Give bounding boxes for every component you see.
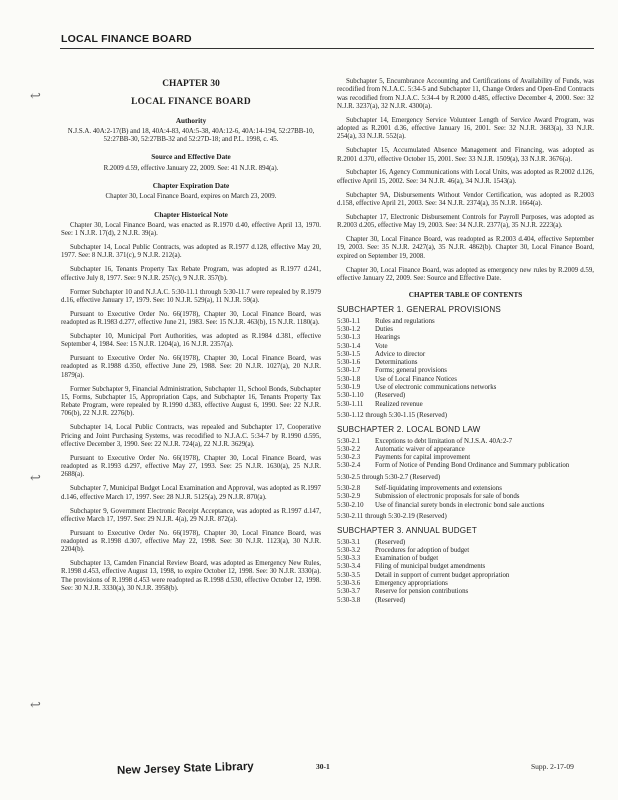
reserved-range: 5:30-1.12 through 5:30-1.15 (Reserved) bbox=[337, 411, 448, 419]
expiration-heading: Chapter Expiration Date bbox=[152, 182, 230, 191]
toc-entry bbox=[337, 334, 594, 342]
section-number: 5:30-1.4 bbox=[337, 342, 361, 350]
section-number: 5:30-3.2 bbox=[337, 546, 361, 554]
historical-notes bbox=[61, 222, 321, 593]
toc-entry bbox=[337, 485, 594, 493]
toc-entry bbox=[337, 555, 594, 563]
section-title: (Reserved) bbox=[375, 538, 406, 546]
supplement-date: Supp. 2-17-09 bbox=[531, 762, 574, 771]
toc-entry bbox=[337, 547, 594, 555]
history-paragraph: Pursuant to Executive Order No. 66(1978), Chapter 30, Local Finance Board, was readopted as R.1983 d.277, effective June 21, 1983. See: 15 N.J.R. 463(b), 15 N.J.R. 1180(a). bbox=[61, 310, 321, 327]
running-header: LOCAL FINANCE BOARD bbox=[61, 33, 192, 45]
toc-entry bbox=[337, 367, 594, 375]
toc-entry bbox=[337, 493, 594, 501]
margin-mark-icon: ↩ bbox=[30, 470, 41, 485]
section-title: Self-liquidating improvements and extensions bbox=[375, 485, 502, 493]
section-number: 5:30-3.5 bbox=[337, 571, 361, 579]
section-title: Submission of electronic proposals for sale of bonds bbox=[375, 493, 520, 501]
history-heading: Chapter Historical Note bbox=[154, 210, 228, 219]
section-number: 5:30-2.2 bbox=[337, 445, 361, 453]
history-paragraph: Former Subchapter 9, Financial Administration, Subchapter 11, School Bonds, Subchapter 15, Forms, Subchapter 15, Appropriation Caps, and Subchapter 16, Tenants Property Tax Rebate Program, were repealed by R.1990 d.383, effective August 6, 1990. See: 22 N.J.R. 706(b), 22 N.J.R. 2276(b). bbox=[61, 385, 321, 418]
section-title: Procedures for adoption of budget bbox=[375, 546, 470, 554]
history-paragraph: Subchapter 16, Agency Communications with Local Units, was adopted as R.2002 d.126, effective April 15, 2002. See: 34 N.J.R. 46(a), 34 N.J.R. 1543(a). bbox=[337, 169, 594, 185]
toc-entry bbox=[337, 359, 594, 367]
section-number: 5:30-1.7 bbox=[337, 367, 361, 375]
section-title: Duties bbox=[375, 325, 393, 333]
toc-entry bbox=[337, 343, 594, 351]
toc-entry bbox=[337, 318, 594, 326]
section-number: 5:30-2.10 bbox=[337, 501, 364, 509]
history-paragraph: Subchapter 15, Accumulated Absence Management and Financing, was adopted as R.2001 d.370, effective October 15, 2001. See: 33 N.J.R. 1509(a), 33 N.J.R. 3676(a). bbox=[337, 147, 594, 163]
history-paragraph: Subchapter 9A, Disbursements Without Vendor Certification, was adopted as R.2003 d.158, effective April 21, 2003. See: 34 N.J.R. 2374(a), 35 N.J.R. 1664(a). bbox=[337, 191, 594, 207]
history-paragraph: Chapter 30, Local Finance Board, was enacted as R.1970 d.40, effective April 13, 1970. See: 1 N.J.R. 17(d), 2 N.J.R. 39(a). bbox=[61, 221, 321, 238]
toc-entry bbox=[337, 376, 594, 384]
toc-entry bbox=[337, 563, 594, 571]
section-number: 5:30-1.11 bbox=[337, 400, 364, 408]
history-paragraph: Subchapter 9, Government Electronic Receipt Acceptance, was adopted as R.1997 d.147, effective March 17, 1997. See: 29 N.J.R. 4(a), 29 N.J.R. 872(a). bbox=[61, 507, 321, 523]
section-title: Realized revenue bbox=[375, 400, 423, 408]
section-title: Use of electronic communications networks bbox=[375, 384, 497, 392]
section-title: Hearings bbox=[375, 334, 400, 342]
toc-entry bbox=[337, 588, 594, 596]
toc-entry bbox=[337, 401, 594, 409]
section-title: Use of Local Finance Notices bbox=[375, 375, 457, 383]
section-number: 5:30-1.2 bbox=[337, 325, 361, 333]
history-paragraph: Subchapter 16, Tenants Property Tax Rebate Program, was adopted as R.1977 d.241, effective July 8, 1977. See: 9 N.J.R. 257(c), 9 N.J.R. 357(b). bbox=[61, 266, 321, 282]
history-paragraph: Pursuant to Executive Order No. 66(1978), Chapter 30, Local Finance Board, was readopted as R.1988 d.350, effective June 29, 1988. See: 20 N.J.R. 1027(a), 20 N.J.R. 1879(a). bbox=[61, 355, 321, 379]
section-number: 5:30-2.4 bbox=[337, 462, 361, 470]
margin-mark-icon: ↩ bbox=[30, 88, 41, 103]
section-title: Filing of municipal budget amendments bbox=[375, 563, 486, 571]
section-title: Rules and regulations bbox=[375, 317, 435, 325]
section-number: 5:30-3.7 bbox=[337, 588, 361, 596]
history-paragraph: Subchapter 7, Municipal Budget Local Examination and Approval, was adopted as R.1997 d.146, effective March 17, 1997. See: 28 N.J.R. 5125(a), 29 N.J.R. 870(a). bbox=[61, 485, 321, 501]
toc-title: CHAPTER TABLE OF CONTENTS bbox=[408, 291, 523, 300]
section-title: Examination of budget bbox=[375, 555, 439, 563]
toc-entry bbox=[337, 446, 594, 454]
section-title: Emergency appropriations bbox=[375, 580, 448, 587]
section-title: Payments for capital improvement bbox=[375, 454, 471, 462]
section-number: 5:30-1.3 bbox=[337, 334, 361, 342]
section-number: 5:30-1.10 bbox=[337, 392, 364, 400]
history-paragraph: Chapter 30, Local Finance Board, was readopted as R.2003 d.404, effective September 19, 2003. See: 35 N.J.R. 2427(a), 35 N.J.R. 4862(b). Chapter 30, Local Finance Board, expired on September 19, 2008. bbox=[337, 236, 594, 260]
authority-text: N.J.S.A. 40A:2-17(B) and 18, 40A:4-83, 40A:5-38, 40A:12-6, 40A:14-194, 52:27BB-10, 52:27BB-30, 52:27BB-32 and 52:27D-18; and P.L. 1998, c. 45. bbox=[67, 127, 315, 144]
section-title: Exceptions to debt limitation of N.J.S.A. 40A:2-7 bbox=[375, 437, 513, 445]
history-paragraph: Pursuant to Executive Order No. 66(1978), Chapter 30, Local Finance Board, was readopted as R.1993 d.297, effective May 27, 1993. See: 25 N.J.R. 1630(a), 25 N.J.R. 2688(a). bbox=[61, 454, 321, 479]
section-number: 5:30-3.4 bbox=[337, 563, 361, 571]
section-number: 5:30-3.1 bbox=[337, 538, 361, 546]
section-number: 5:30-2.3 bbox=[337, 454, 361, 462]
section-number: 5:30-1.5 bbox=[337, 350, 361, 358]
toc-entry bbox=[337, 580, 594, 588]
history-paragraph: Subchapter 17, Electronic Disbursement Controls for Payroll Purposes, was adopted as R.2003 d.205, effective May 19, 2003. See: 34 N.J.R. 2377(a), 35 N.J.R. 2223(a). bbox=[337, 213, 594, 230]
margin-mark-icon: ↩ bbox=[30, 697, 41, 712]
section-number: 5:30-3.8 bbox=[337, 596, 361, 604]
source-text: R.2009 d.59, effective January 22, 2009. See: 41 N.J.R. 894(a). bbox=[103, 164, 279, 172]
toc-entry bbox=[337, 597, 594, 605]
history-paragraph: Chapter 30, Local Finance Board, was adopted as emergency new rules by R.2009 d.59, effective January 22, 2009. See: Source and Effective Date. bbox=[337, 266, 594, 282]
toc-entry bbox=[337, 462, 594, 470]
section-number: 5:30-2.8 bbox=[337, 485, 361, 493]
chapter-title: LOCAL FINANCE BOARD bbox=[131, 97, 251, 108]
toc-entry bbox=[337, 392, 594, 400]
reserved-range: 5:30-2.5 through 5:30-2.7 (Reserved) bbox=[337, 473, 441, 481]
section-number: 5:30-3.6 bbox=[337, 580, 361, 587]
section-title: Forms; general provisions bbox=[375, 367, 447, 375]
history-paragraph: Subchapter 14, Emergency Service Volunteer Length of Service Award Program, was adopted as R.2001 d.36, effective January 16, 2001. See: 32 N.J.R. 3683(a), 33 N.J.R. 254(a), 33 N.J.R. 552(a). bbox=[337, 116, 594, 141]
history-paragraph: Subchapter 14, Local Public Contracts, was repealed and Subchapter 17, Cooperative Pricing and Joint Purchasing Systems, was recodified to N.J.A.C. 5:34-7 by R.1990 d.595, effective December 3, 1990. See: 22 N.J.R. 724(a), 22 N.J.R. 3629(a). bbox=[61, 424, 321, 448]
history-paragraph: Subchapter 10, Municipal Port Authorities, was adopted as R.1984 d.381, effective September 4, 1984. See: 15 N.J.R. 1204(a), 16 N.J.R. 2357(a). bbox=[61, 332, 321, 349]
toc-entry bbox=[337, 384, 594, 392]
header-rule bbox=[60, 48, 594, 49]
source-heading: Source and Effective Date bbox=[151, 153, 231, 162]
section-number: 5:30-1.6 bbox=[337, 359, 361, 367]
toc-entry bbox=[337, 326, 594, 334]
section-title: Vote bbox=[375, 342, 388, 350]
section-title: Determinations bbox=[375, 359, 418, 367]
section-title: Detail in support of current budget appropriation bbox=[375, 571, 510, 579]
section-number: 5:30-2.1 bbox=[337, 437, 361, 445]
history-paragraph: Pursuant to Executive Order No. 66(1978), Chapter 30, Local Finance Board, was readopted as R.1998 d.307, effective May 22, 1998. See: 30 N.J.R. 1123(a), 30 N.J.R. 2204(b). bbox=[61, 529, 321, 554]
section-title: (Reserved) bbox=[375, 596, 406, 604]
subchapter-title: SUBCHAPTER 1. GENERAL PROVISIONS bbox=[337, 305, 501, 315]
table-of-contents bbox=[337, 306, 594, 605]
left-column bbox=[61, 78, 321, 599]
section-title: Advice to director bbox=[375, 350, 426, 358]
page-number: 30-1 bbox=[316, 762, 330, 771]
section-number: 5:30-1.8 bbox=[337, 375, 361, 383]
historical-notes-continued bbox=[337, 78, 594, 283]
toc-entry bbox=[337, 438, 594, 446]
toc-entry bbox=[337, 502, 594, 510]
history-paragraph: Subchapter 13, Camden Financial Review Board, was adopted as Emergency New Rules, R.1998 d.453, effective August 13, 1998, to expire October 12, 1998. See: 30 N.J.R. 3330(a). The provisions of R.1998 d.453 were readopted as R.1998 d.530, effective October 12, 1998. See: 30 N.J.R. 3330(a), 30 N.J.R. 3958(b). bbox=[61, 560, 321, 593]
toc-entry bbox=[337, 351, 594, 359]
section-title: Form of Notice of Pending Bond Ordinance and Summary publication bbox=[375, 462, 570, 470]
library-stamp: New Jersey State Library bbox=[116, 760, 254, 777]
section-number: 5:30-2.9 bbox=[337, 493, 361, 501]
reserved-range: 5:30-2.11 through 5:30-2.19 (Reserved) bbox=[337, 512, 447, 520]
toc-entry bbox=[337, 572, 594, 580]
history-paragraph: Former Subchapter 10 and N.J.A.C. 5:30-11.1 through 5:30-11.7 were repealed by R.1979 d.16, effective January 17, 1979. See: 10 N.J.R. 529(a), 11 N.J.R. 59(a). bbox=[61, 288, 321, 304]
subchapter-title: SUBCHAPTER 2. LOCAL BOND LAW bbox=[337, 425, 481, 435]
section-title: Use of financial surety bonds in electronic bond sale auctions bbox=[375, 501, 545, 509]
section-title: Reserve for pension contributions bbox=[375, 588, 469, 596]
section-number: 5:30-1.1 bbox=[337, 317, 361, 325]
history-paragraph: Subchapter 5, Encumbrance Accounting and Certifications of Availability of Funds, was recodified from N.J.A.C. 5:34-5 and Subchapter 11, Change Orders and Open-End Contracts was recodified from N.J.A.C. 5:34-4 by R.2000 d.485, effective December 4, 2000. See: 32 N.J.R. 3237(a), 32 N.J.R. 4300(a). bbox=[337, 78, 594, 110]
right-column bbox=[337, 78, 594, 605]
section-title: (Reserved) bbox=[375, 392, 406, 400]
section-number: 5:30-1.9 bbox=[337, 384, 361, 392]
section-number: 5:30-3.3 bbox=[337, 555, 361, 563]
section-title: Automatic waiver of appearance bbox=[375, 445, 465, 453]
expiration-text: Chapter 30, Local Finance Board, expires on March 23, 2009. bbox=[105, 193, 277, 201]
toc-entry bbox=[337, 539, 594, 547]
authority-heading: Authority bbox=[175, 116, 207, 125]
subchapter-title: SUBCHAPTER 3. ANNUAL BUDGET bbox=[337, 526, 478, 536]
chapter-number: CHAPTER 30 bbox=[162, 79, 220, 89]
history-paragraph: Subchapter 14, Local Public Contracts, was adopted as R.1977 d.128, effective May 20, 1977. See: 8 N.J.R. 371(c), 9 N.J.R. 212(a). bbox=[61, 244, 321, 260]
toc-entry bbox=[337, 454, 594, 462]
